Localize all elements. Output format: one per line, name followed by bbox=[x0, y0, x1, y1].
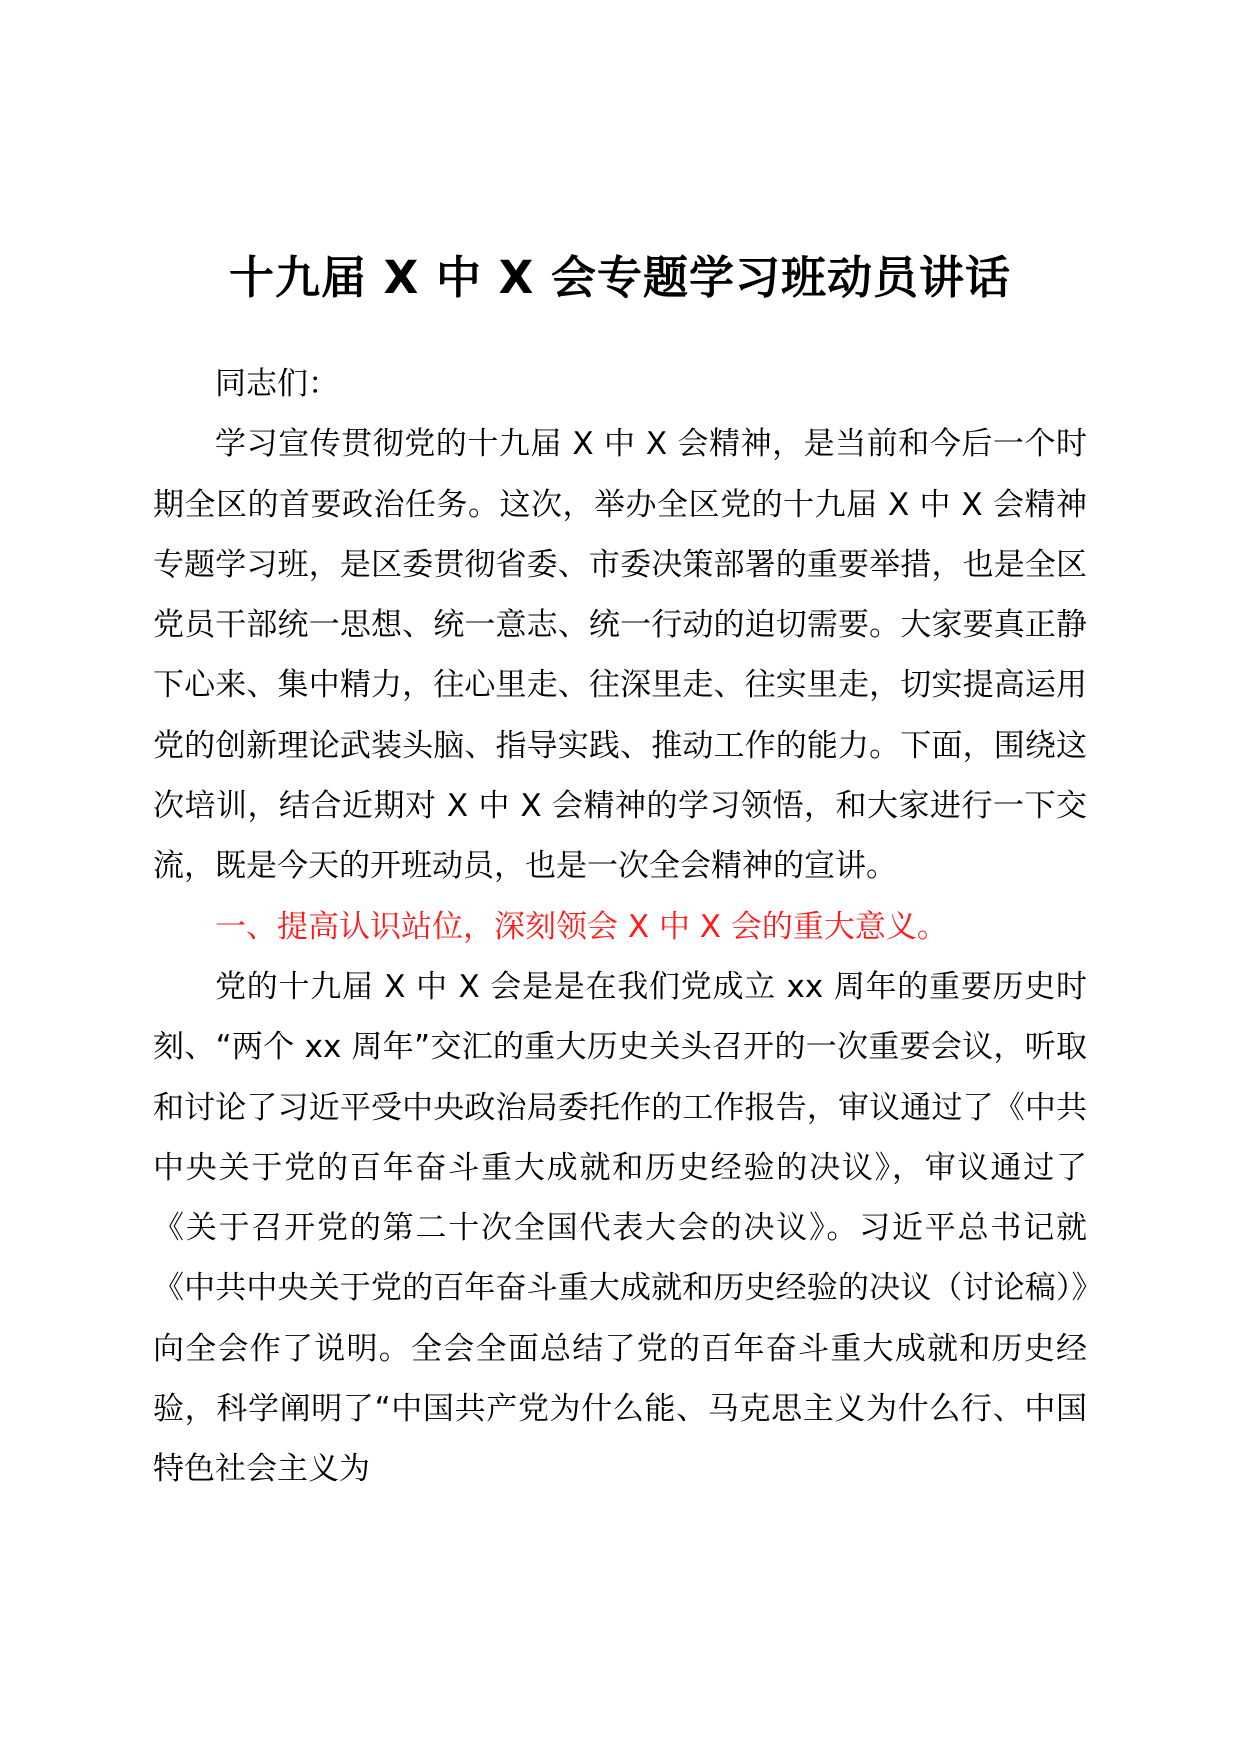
document-title: 十九届 X 中 X 会专题学习班动员讲话 bbox=[228, 251, 1012, 304]
intro-paragraph: 学习宣传贯彻党的十九届 X 中 X 会精神，是当前和今后一个时期全区的首要政治任务。这次，举办全区党的十九届 X 中 X 会精神专题学习班，是区委贯彻省委、市委决策部署的重要举措，也是全区党员干部统一思想、统一意志、统一行动的迫切需要。大家要真正静下心来、集中精力，往心里走、往深里走、往实里走，切实提高运用党的创新理论武装头脑、指导实践、推动工作的能力。下面，围绕这次培训，结合近期对 X 中 X 会精神的学习领悟，和大家进行一下交流，既是今天的开班动员，也是一次全会精神的宣讲。 bbox=[153, 426, 1087, 885]
salutation: 同志们： bbox=[215, 366, 339, 402]
section-paragraph: 党的十九届 X 中 X 会是是在我们党成立 xx 周年的重要历史时刻、“两个 xx 周年”交汇的重大历史关头召开的一次重要会议，听取和讨论了习近平受中央政治局委托作的工作报告，审议通过了《中共中央关于党的百年奋斗重大成就和历史经验的决议》，审议通过了《关于召开党的第二十次全国代表大会的决议》。习近平总书记就《中共中央关于党的百年奋斗重大成就和历史经验的决议（讨论稿）》向全会作了说明。全会全面总结了党的百年奋斗重大成就和历史经验，科学阐明了“中国共产党为什么能、马克思主义为什么行、中国特色社会主义为 bbox=[153, 968, 1087, 1488]
document-body bbox=[153, 354, 1087, 1500]
section-heading: 一、提高认识站位，深刻领会 X 中 X 会的重大意义。 bbox=[215, 908, 948, 945]
